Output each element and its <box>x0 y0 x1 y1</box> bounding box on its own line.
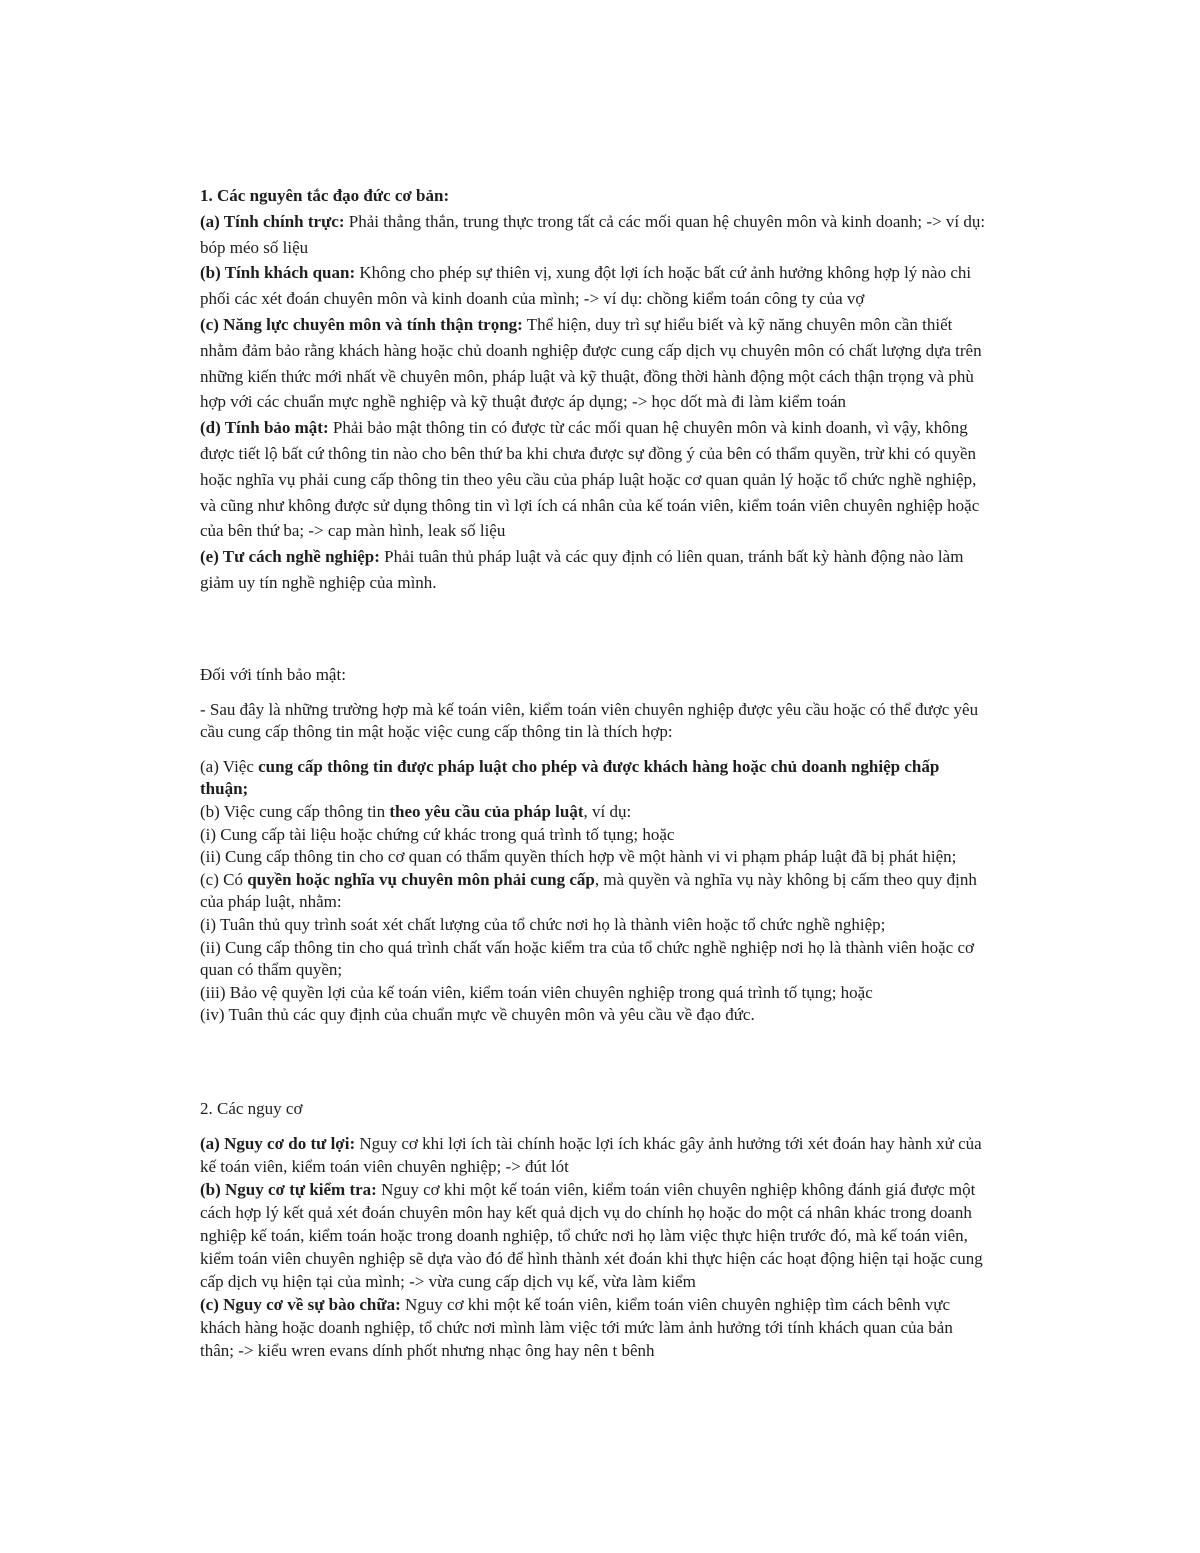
case-b-i: (i) Cung cấp tài liệu hoặc chứng cứ khác trong quá trình tố tụng; hoặc <box>200 824 675 844</box>
threat-text: Nguy cơ khi một kế toán viên, kiểm toán viên chuyên nghiệp tìm cách bênh vực khách hàng hoặc doanh nghiệp, tổ chức nơi mình làm việc tới mức làm ảnh hưởng tới tính khách quan của bản thân; -> kiểu wren evans dính phốt nhưng nhạc ông hay nên t bênh <box>200 1295 953 1360</box>
principle-label: (c) Năng lực chuyên môn và tính thận trọng: <box>200 314 523 334</box>
threat-label: (a) Nguy cơ do tư lợi: <box>200 1134 356 1153</box>
case-c: (c) Có quyền hoặc nghĩa vụ chuyên môn phải cung cấp, mà quyền và nghĩa vụ này không bị cấm theo quy định của pháp luật, nhằm: <box>200 869 977 912</box>
section-ethics-principles <box>200 183 990 596</box>
case-c-ii: (ii) Cung cấp thông tin cho quá trình chất vấn hoặc kiểm tra của tổ chức nghề nghiệp nơi họ là thành viên hoặc cơ quan có thẩm quyền; <box>200 937 975 980</box>
principle-item <box>200 544 990 596</box>
section-heading: 2. Các nguy cơ <box>200 1099 303 1118</box>
case-c-iii: (iii) Bảo vệ quyền lợi của kế toán viên, kiểm toán viên chuyên nghiệp trong quá trình tố tụng; hoặc <box>200 982 873 1002</box>
section-heading: 1. Các nguyên tắc đạo đức cơ bản: <box>200 186 450 205</box>
principle-item <box>200 312 990 415</box>
section-threats <box>200 1097 990 1362</box>
case-c-i: (i) Tuân thủ quy trình soát xét chất lượng của tổ chức nơi họ là thành viên hoặc tổ chức nghề nghiệp; <box>200 914 886 934</box>
threat-text: Nguy cơ khi lợi ích tài chính hoặc lợi ích khác gây ảnh hưởng tới xét đoán hay hành xử của kế toán viên, kiểm toán viên chuyên nghiệp; -> đút lót <box>200 1134 982 1176</box>
principle-text: Phải tuân thủ pháp luật và các quy định có liên quan, tránh bất kỳ hành động nào làm giảm uy tín nghề nghiệp của mình. <box>200 547 964 592</box>
threat-item <box>200 1178 990 1293</box>
threat-item <box>200 1132 990 1178</box>
threat-label: (b) Nguy cơ tự kiểm tra: <box>200 1180 377 1199</box>
principle-text: Phải bảo mật thông tin có được từ các mối quan hệ chuyên môn và kinh doanh, vì vậy, không được tiết lộ bất cứ thông tin nào cho bên thứ ba khi chưa được sự đồng ý của bên có thẩm quyền, trừ khi có quyền hoặc nghĩa vụ phải cung cấp thông tin theo yêu cầu của pháp luật hoặc cơ quan quản lý hoặc tổ chức nghề nghiệp, và cũng như không được sử dụng thông tin vì lợi ích cá nhân của kế toán viên, kiểm toán viên chuyên nghiệp hoặc của bên thứ ba; -> cap màn hình, leak số liệu <box>200 418 980 541</box>
section-confidentiality <box>200 664 990 1027</box>
case-b-ii: (ii) Cung cấp thông tin cho cơ quan có thẩm quyền thích hợp về một hành vi vi phạm pháp luật đã bị phát hiện; <box>200 847 957 867</box>
principle-text: Phải thẳng thắn, trung thực trong tất cả các mối quan hệ chuyên môn và kinh doanh; -> ví dụ: bóp méo số liệu <box>200 211 986 257</box>
principle-label: (e) Tư cách nghề nghiệp: <box>200 547 380 567</box>
threat-label: (c) Nguy cơ về sự bào chữa: <box>200 1295 401 1314</box>
confidentiality-intro: - Sau đây là những trường hợp mà kế toán viên, kiểm toán viên chuyên nghiệp được yêu cầu hoặc có thể được yêu cầu cung cấp thông tin mật hoặc việc cung cấp thông tin là thích hợp: <box>200 699 979 742</box>
principle-label: (b) Tính khách quan: <box>200 263 356 283</box>
principle-item <box>200 260 990 312</box>
threat-item <box>200 1293 990 1362</box>
principle-item <box>200 209 990 261</box>
principle-text: Không cho phép sự thiên vị, xung đột lợi ích hoặc bất cứ ảnh hưởng không hợp lý nào chi phối các xét đoán chuyên môn và kinh doanh của mình; -> ví dụ: chồng kiểm toán công ty của vợ <box>200 263 972 309</box>
case-b: (b) Việc cung cấp thông tin theo yêu cầu của pháp luật, ví dụ: <box>200 801 632 821</box>
threat-text: Nguy cơ khi một kế toán viên, kiểm toán viên chuyên nghiệp không đánh giá được một cách hợp lý kết quả xét đoán chuyên môn hay kết quả dịch vụ do chính họ hoặc do một cá nhân khác trong doanh nghiệp kế toán, kiểm toán hoặc trong doanh nghiệp, tổ chức nơi họ làm việc thực hiện trước đó, mà kế toán viên, kiểm toán viên chuyên nghiệp sẽ dựa vào đó để hình thành xét đoán khi thực hiện các hoạt động hiện tại hoặc cung cấp dịch vụ hiện tại của mình; -> vừa cung cấp dịch vụ kế, vừa làm kiểm <box>200 1180 983 1291</box>
principle-label: (d) Tính bảo mật: <box>200 418 329 438</box>
principle-item <box>200 415 990 544</box>
confidentiality-heading: Đối với tính bảo mật: <box>200 665 346 684</box>
principle-text: Thể hiện, duy trì sự hiểu biết và kỹ năng chuyên môn cần thiết nhằm đảm bảo rằng khách hàng hoặc chủ doanh nghiệp được cung cấp dịch vụ chuyên môn có chất lượng dựa trên những kiến thức mới nhất về chuyên môn, pháp luật và kỹ thuật, đồng thời hành động một cách thận trọng và phù hợp với các chuẩn mực nghề nghiệp và kỹ thuật được áp dụng; -> học dốt mà đi làm kiểm toán <box>200 314 982 412</box>
principle-label: (a) Tính chính trực: <box>200 211 345 231</box>
case-c-iv: (iv) Tuân thủ các quy định của chuẩn mực về chuyên môn và yêu cầu về đạo đức. <box>200 1005 755 1025</box>
case-a: (a) Việc cung cấp thông tin được pháp luật cho phép và được khách hàng hoặc chủ doanh nghiệp chấp thuận; <box>200 756 940 799</box>
